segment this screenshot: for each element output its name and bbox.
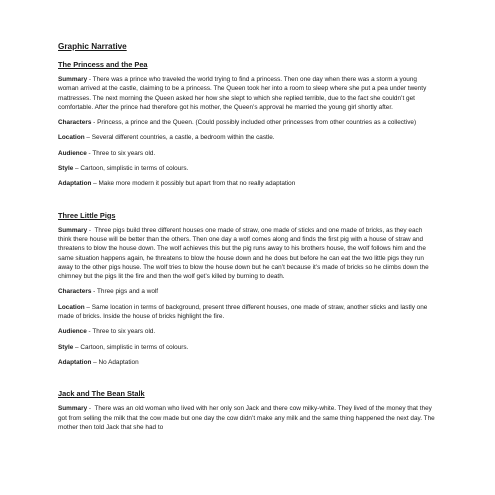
adaptation-paragraph <box>58 179 437 188</box>
section-title: The Princess and the Pea <box>58 60 148 69</box>
location-paragraph <box>58 133 437 142</box>
audience-paragraph <box>58 327 437 336</box>
field-label: Location <box>58 303 85 311</box>
field-label: Summary <box>58 226 88 234</box>
audience-paragraph <box>58 149 437 158</box>
field-separator: - <box>87 76 93 83</box>
field-text: Three to six years old. <box>92 328 156 336</box>
field-separator: – <box>91 180 99 188</box>
field-text: Cartoon, simplistic in terms of colours. <box>80 343 189 351</box>
field-text: There was an old woman who lived with her only son Jack and there cow milky-white. They lived of the money that they got from selling the milk that the cow made but one day the cow didn’t make any milk and the same thing happened the next day. The mother then told Jack that she had to <box>58 405 435 431</box>
field-label: Summary <box>58 76 88 83</box>
summary-paragraph <box>58 75 437 112</box>
field-label: Audience <box>58 328 87 336</box>
field-separator: - <box>91 119 98 127</box>
summary-paragraph <box>58 404 437 432</box>
field-text: Three pigs build three different houses one made of straw, one made of sticks and one made of bricks, as they each think there house will be better than the others. Then one day a wolf comes along and finds the first pig with a house of straw and threatens to blow the house down. The wolf achieves this but the pig runs away to his brothers house, the wolf follows him and the same situation happens again, he threatens to blow the house down and he does but before he can eat the two little pigs they run away to the other pigs house. The wolf tries to blow the house down but he can’t because it’s made of bricks so he climbs down the chimney but the pigs lit the fire and then the wolf get’s killed by burning to death. <box>58 226 429 281</box>
field-label: Characters <box>58 288 92 296</box>
field-text: Princess, a prince and the Queen. (Could possibly included other princesses from other countries as a collective) <box>97 119 417 127</box>
field-text: No Adaptation <box>98 358 139 366</box>
section-title: Three Little Pigs <box>58 210 116 220</box>
field-separator: - <box>86 328 93 336</box>
adaptation-paragraph <box>58 358 437 367</box>
document-title: Graphic Narrative <box>58 42 127 51</box>
field-separator: - <box>87 405 95 413</box>
summary-paragraph <box>58 226 437 282</box>
field-label: Summary <box>58 405 88 413</box>
field-separator: – <box>91 358 99 366</box>
field-text: Three to six years old. <box>92 149 156 157</box>
field-label: Style <box>58 343 74 351</box>
field-separator: – <box>73 343 81 351</box>
field-label: Location <box>58 134 85 142</box>
field-text: Make more modern it possibly but apart from that no really adaptation <box>98 180 296 188</box>
field-separator: – <box>73 165 81 173</box>
location-paragraph <box>58 303 437 322</box>
field-label: Style <box>58 165 74 173</box>
field-separator: – <box>84 134 92 142</box>
field-text: There was a prince who traveled the world trying to find a princess. Then one day when there was a storm a young woman arrived at the castle, claiming to be a princess. The Queen took her into a room to sleep where she put a pea under twenty mattresses. The next morning the Queen asked her how she slept to which she replied terrible, due to the fact she couldn’t get comfortable. After the prince had therefore got his mother, the Queen’s approval he married the young girl shortly after. <box>58 76 427 111</box>
field-label: Adaptation <box>58 358 92 366</box>
style-paragraph <box>58 343 437 352</box>
section-princess-and-the-pea <box>58 60 437 189</box>
field-label: Audience <box>58 149 87 157</box>
field-separator: - <box>91 288 97 296</box>
section-jack-and-the-bean-stalk <box>58 389 437 432</box>
section-title: Jack and The Bean Stalk <box>58 389 145 399</box>
field-text: Several different countries, a castle, a bedroom within the castle. <box>91 134 275 142</box>
section-three-little-pigs <box>58 211 437 368</box>
field-separator: – <box>84 303 92 311</box>
style-paragraph <box>58 164 437 173</box>
characters-paragraph <box>58 287 437 296</box>
field-text: Cartoon, simplistic in terms of colours. <box>80 165 189 173</box>
field-text: Three pigs and a wolf <box>96 288 159 296</box>
field-label: Adaptation <box>58 180 92 188</box>
characters-paragraph <box>58 118 437 127</box>
field-separator: - <box>87 226 95 234</box>
field-text: Same location in terms of background, present three different houses, one made of straw, another sticks and lastly one made of bricks. Inside the house of bricks highlight the fire. <box>58 303 428 321</box>
field-label: Characters <box>58 119 92 127</box>
field-separator: - <box>86 149 93 157</box>
